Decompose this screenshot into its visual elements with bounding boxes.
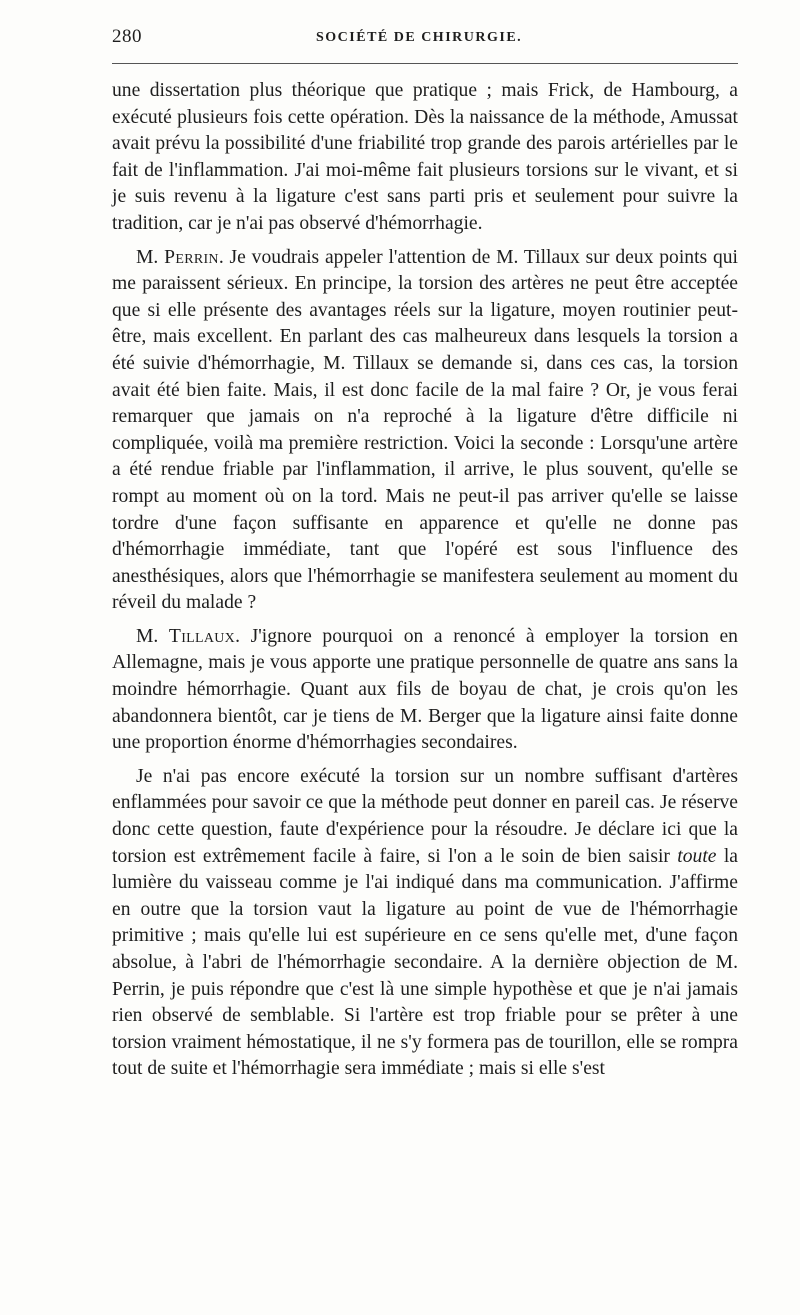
page-header (112, 26, 738, 56)
paragraph-1 (112, 78, 738, 238)
header-rule (112, 63, 738, 64)
paragraph-text-before: Je n'ai pas encore exécuté la torsion sur un nombre suffisant d'artères enflammées pour savoir ce que la méthode peut donner en pareil cas. Je réserve donc cette question, faute d'expérience pour la résoudre. Je déclare ici que la torsion est extrêmement facile à faire, si l'on a le soin de bien saisir (112, 765, 738, 867)
paragraph-2 (112, 245, 738, 617)
speaker-name: Perrin (164, 246, 219, 268)
speaker-prefix: M. (136, 625, 169, 647)
paragraph-3 (112, 624, 738, 757)
paragraph-text: . Je voudrais appeler l'attention de M. Tillaux sur deux points qui me paraissent sérieux. En principe, la torsion des artères ne peut être acceptée que si elle présente des avantages réels sur la ligature, moyen routinier peut-être, mais excellent. En parlant des cas malheureux dans lesquels la torsion a été suivie d'hémorrhagie, M. Tillaux se demande si, dans ces cas, la torsion avait été bien faite. Mais, il est donc facile de la mal faire ? Or, je vous ferai remarquer que jamais on n'a reproché à la ligature d'être difficile ni compliquée, voilà ma première restriction. Voici la seconde : Lorsqu'une artère a été rendue friable par l'inflammation, il arrive, le plus souvent, qu'elle se rompt au moment où on la tord. Mais ne peut-il pas arriver qu'elle se laisse tordre d'une façon suffisante en apparence et qu'elle ne donne pas d'hémorrhagie immédiate, tant que l'opéré est sous l'influence des anesthésiques, alors que l'hémorrhagie se manifestera seulement au moment du réveil du malade ? (112, 246, 738, 614)
speaker-name: Tillaux (168, 625, 236, 647)
paragraph-text: une dissertation plus théorique que pratique ; mais Frick, de Hambourg, a exécuté plusieurs fois cette opération. Dès la naissance de la méthode, Amussat avait prévu la possibilité d'une friabilité trop grande des parois artérielles par le fait de l'inflammation. J'ai moi-même fait plusieurs torsions sur le vivant, et si je suis revenu à la ligature c'est sans parti pris et seulement pour suivre la tradition, car je n'ai pas observé d'hémorrhagie. (112, 80, 738, 234)
paragraph-4 (112, 764, 738, 1083)
emphasis-word: toute (677, 845, 717, 867)
page-number: 280 (112, 26, 142, 47)
paragraph-text: . J'ignore pourquoi on a renoncé à employer la torsion en Allemagne, mais je vous apporte une pratique personnelle de quatre ans sans la moindre hémorrhagie. Quant aux fils de boyau de chat, je crois qu'on les abandonnera bientôt, car je tiens de M. Berger que la ligature ainsi faite donne une proportion énorme d'hémorrhagies secondaires. (112, 625, 738, 754)
running-title: SOCIÉTÉ DE CHIRURGIE. (316, 30, 523, 45)
paragraph-text-after: la lumière du vaisseau comme je l'ai indiqué dans ma communication. J'affirme en outre que la torsion vaut la ligature au point de vue de l'hémorrhagie primitive ; mais qu'elle lui est supérieure en ce sens qu'elle met, d'une façon absolue, à l'abri de l'hémorrhagie secondaire. A la dernière objection de M. Perrin, je puis répondre que c'est là une simple hypothèse et que je n'ai jamais rien observé de semblable. Si l'artère est trop friable pour se prêter à une torsion vraiment hémostatique, il ne s'y formera pas de tourillon, elle se rompra tout de suite et l'hémorrhagie sera immédiate ; mais si elle s'est (112, 845, 738, 1080)
body-text (112, 78, 738, 1090)
speaker-prefix: M. (136, 246, 165, 268)
